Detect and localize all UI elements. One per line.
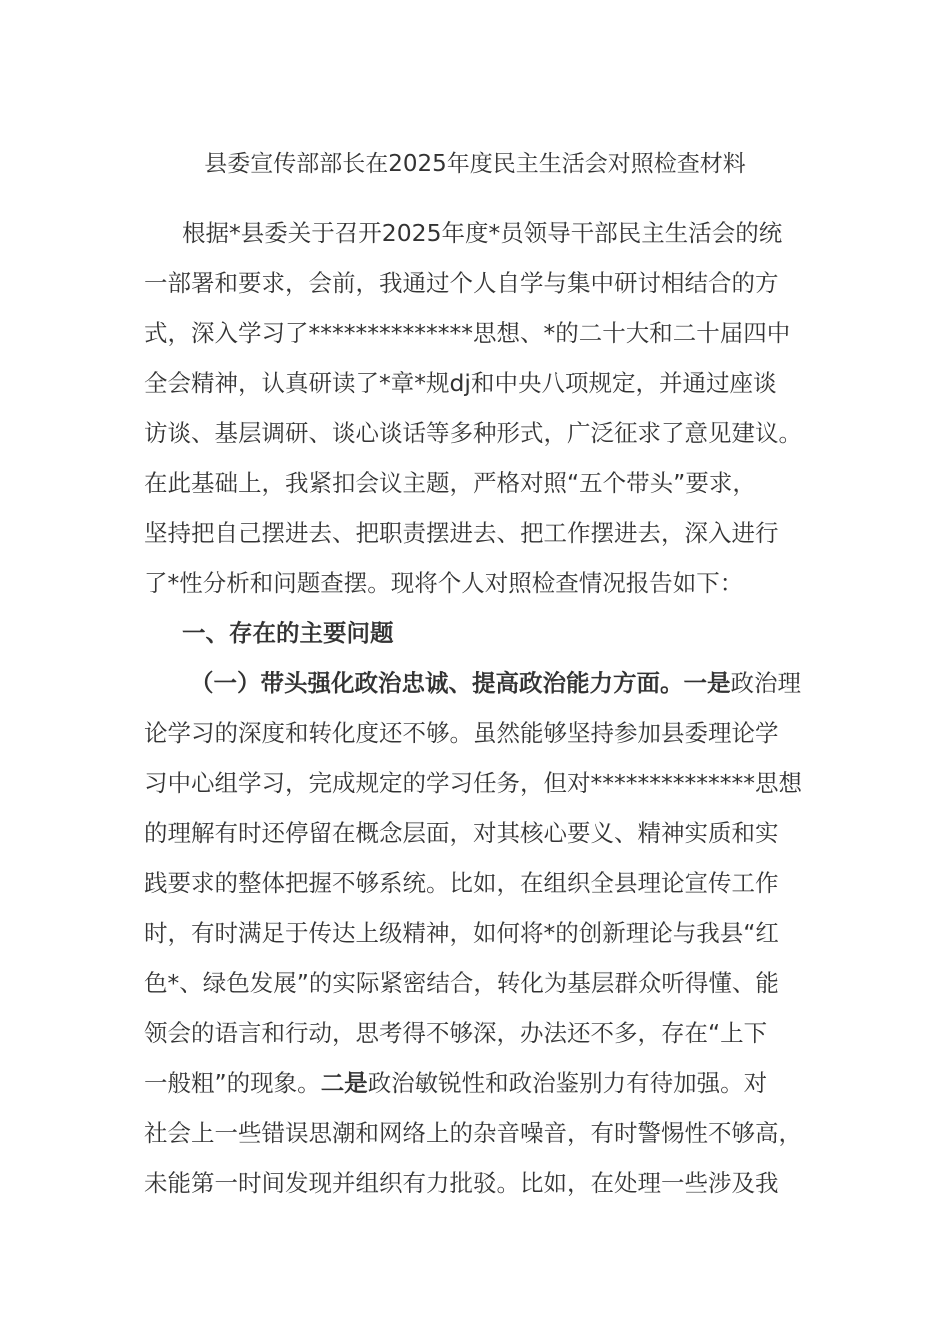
document-body	[144, 208, 812, 1208]
paragraph-line: 一部署和要求，会前，我通过个人自学与集中研讨相结合的方	[144, 269, 779, 297]
paragraph-line: 践要求的整体把握不够系统。比如，在组织全县理论宣传工作	[144, 869, 779, 897]
paragraph-line: 社会上一些错误思潮和网络上的杂音噪音，有时警惕性不够高，	[144, 1119, 802, 1147]
document-title: 县委宣传部部长在2025年度民主生活会对照检查材料	[204, 151, 746, 177]
sub-heading-line	[144, 658, 812, 708]
point-text: 政治敏锐性和政治鉴别力有待加强。对	[367, 1069, 768, 1097]
paragraph-line: 式，深入学习了**************思想、*的二十大和二十届四中	[144, 319, 791, 347]
paragraph-line: 色*、绿色发展”的实际紧密结合，转化为基层群众听得懂、能	[144, 969, 779, 997]
paragraph-line: 习中心组学习，完成规定的学习任务，但对**************思想	[144, 769, 802, 797]
point-text: 一般粗”的现象。	[144, 1069, 321, 1097]
paragraph-line: 在此基础上，我紧扣会议主题，严格对照“五个带头”要求，	[144, 469, 756, 497]
paragraph-line: 未能第一时间发现并组织有力批驳。比如，在处理一些涉及我	[144, 1169, 779, 1197]
point-text: 政治理	[730, 669, 801, 697]
paragraph-line: 访谈、基层调研、谈心谈话等多种形式，广泛征求了意见建议。	[144, 419, 802, 447]
paragraph-line: 坚持把自己摆进去、把职责摆进去、把工作摆进去，深入进行	[144, 519, 779, 547]
sub-heading: （一）带头强化政治忠诚、提高政治能力方面。	[190, 669, 684, 697]
point-label: 一是	[683, 669, 731, 697]
section-heading: 一、存在的主要问题	[182, 619, 394, 647]
paragraph-line: 的理解有时还停留在概念层面，对其核心要义、精神实质和实	[144, 819, 779, 847]
paragraph-line: 论学习的深度和转化度还不够。虽然能够坚持参加县委理论学	[144, 719, 779, 747]
paragraph-line: 时，有时满足于传达上级精神，如何将*的创新理论与我县“红	[144, 919, 779, 947]
paragraph-line: 全会精神，认真研读了*章*规dj和中央八项规定，并通过座谈	[144, 369, 777, 397]
point-label: 二是	[320, 1069, 368, 1097]
paragraph-line: 根据*县委关于召开2025年度*员领导干部民主生活会的统	[182, 219, 783, 247]
paragraph-line	[144, 1058, 812, 1108]
paragraph-line: 了*性分析和问题查摆。现将个人对照检查情况报告如下：	[144, 569, 744, 597]
paragraph-line: 领会的语言和行动，思考得不够深，办法还不多，存在“上下	[144, 1019, 768, 1047]
